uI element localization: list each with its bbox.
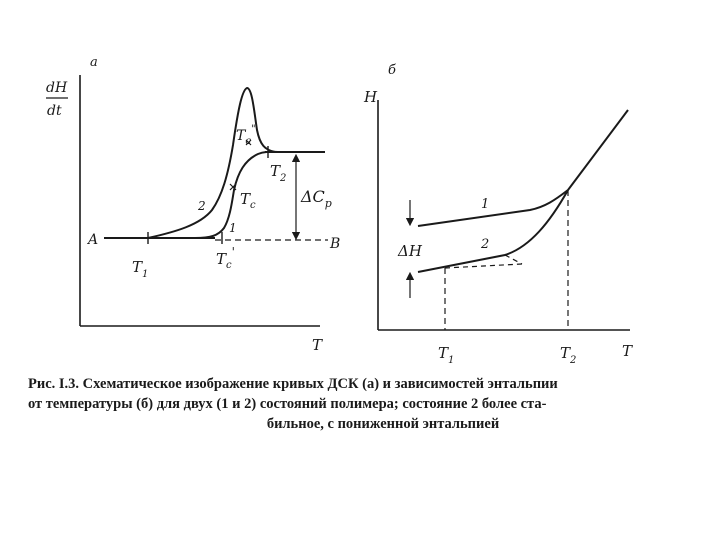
panel-b-letter: б <box>388 63 396 78</box>
panel-b-curve-2-label: 2 <box>481 237 490 252</box>
panel-b <box>378 100 630 330</box>
panel-a-xlabel: T <box>312 336 323 354</box>
caption-line-3: бильное, с пониженной энтальпией <box>266 416 500 432</box>
panel-a-point-b: B <box>330 236 341 252</box>
panel-b-t2-label: $T_2$ <box>560 344 577 366</box>
panel-a-delta-cp-label: $\Delta C_p$ <box>301 187 332 210</box>
panel-a-ylabel-num: dH <box>46 80 68 96</box>
panel-a-letter: a <box>90 55 98 70</box>
panel-b-dashed-tangent <box>505 255 522 264</box>
panel-a-tcprime-label: $T_c'$ <box>216 245 235 271</box>
panel-a-curve-2 <box>148 88 325 238</box>
figure-caption <box>28 374 668 434</box>
panel-a-tcdouble-label: $T_c^"$ <box>236 124 256 147</box>
panel-a-curve-1-label: 1 <box>229 221 237 235</box>
caption-line-1: Рис. I.3. Схематическое изображение кривых ДСК (а) и зависимостей энтальпии <box>28 376 558 392</box>
panel-b-t1-label: $T_1$ <box>438 344 455 366</box>
panel-b-delta-h-label: ΔH <box>398 242 422 260</box>
panel-a-ylabel-den: dt <box>47 103 62 119</box>
panel-b-curve-1-label: 1 <box>481 197 490 212</box>
panel-a-curve-2-label: 2 <box>198 199 206 213</box>
panel-b-curve-2 <box>418 190 568 272</box>
caption-line-2: от температуры (б) для двух (1 и 2) состояний полимера; состояние 2 более ста- <box>28 396 547 412</box>
panel-a-point-a: A <box>88 232 99 248</box>
panel-b-curve-1 <box>418 190 568 226</box>
panel-b-common-line <box>568 110 628 190</box>
panel-b-ylabel: H <box>364 88 378 106</box>
panel-a-t1-label: $T_1$ <box>132 258 149 280</box>
panel-b-xlabel: T <box>622 342 633 360</box>
panel-a-tc-label: $T_c$ <box>240 190 256 211</box>
panel-a-t2-label: $T_2$ <box>270 162 287 184</box>
panel-a-curve-1 <box>195 152 280 238</box>
